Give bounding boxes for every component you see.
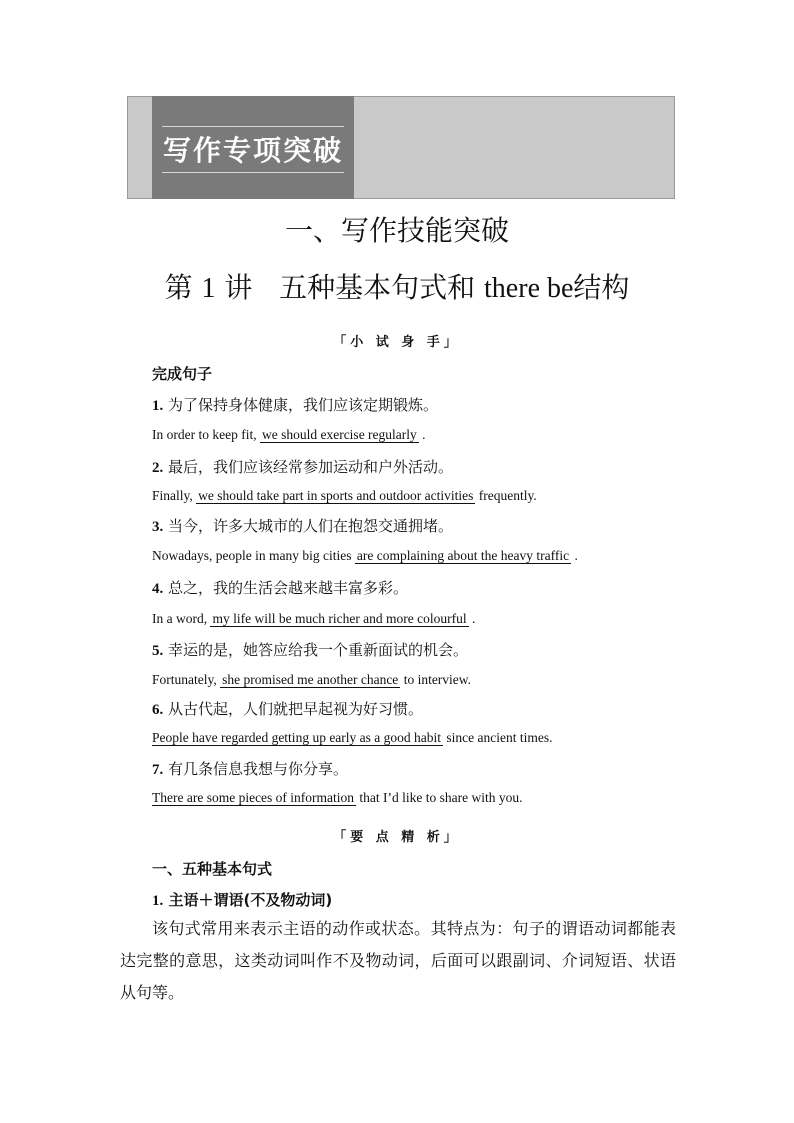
question-6 [152, 698, 423, 719]
explanation-paragraph: 该句式常用来表示主语的动作或状态。其特点为：句子的谓语动词都能表达完整的意思，这类动词叫作不及物动词，后面可以跟副词、介词短语、状语从句等。 [120, 919, 676, 1002]
section-header-practice: 「小 试 身 手」 [333, 335, 461, 350]
page-title: 一、写作技能突破 [284, 214, 509, 247]
lecture-title [0, 266, 794, 306]
lecture-prefix: 第 [164, 271, 193, 304]
answer-blank: People have regarded getting up early as a good habit [152, 730, 442, 745]
question-text: 最后，我们应该经常参加运动和户外活动。 [168, 458, 454, 476]
banner-rule-top [162, 126, 344, 127]
answer-prefix: Finally, [152, 488, 193, 503]
answer-suffix: . [574, 548, 578, 563]
subsection-heading: 一、五种基本句式 [152, 860, 273, 878]
lecture-title-en: there be [484, 273, 574, 304]
question-number: 7. [152, 762, 164, 778]
lecture-number: 1 [201, 273, 216, 304]
answer-blank: my life will be much richer and more colourful [212, 611, 467, 626]
answer-suffix: frequently. [478, 488, 537, 503]
answer-blank: There are some pieces of information [152, 790, 355, 805]
question-3 [152, 515, 453, 536]
question-2 [152, 456, 453, 477]
sub-heading-number: 1. [152, 893, 164, 909]
answer-suffix: . [472, 611, 476, 626]
sub-heading-text: 主语＋谓语(不及物动词) [168, 891, 333, 909]
answer-blank: are complaining about the heavy traffic [356, 548, 570, 563]
banner-title-block [152, 96, 354, 199]
lecture-suffix: 讲 [224, 271, 253, 304]
sub-heading-1 [152, 889, 332, 910]
banner-rule-bottom [162, 172, 344, 173]
answer-suffix: . [422, 427, 426, 442]
question-number: 4. [152, 581, 164, 597]
answer-1 [152, 427, 426, 443]
question-4 [152, 577, 408, 598]
question-number: 2. [152, 460, 164, 476]
answer-7 [152, 790, 523, 806]
question-text: 当今，许多大城市的人们在抱怨交通拥堵。 [168, 517, 454, 535]
question-text: 从古代起，人们就把早起视为好习惯。 [168, 700, 424, 718]
banner-title: 写作专项突破 [162, 134, 343, 167]
question-number: 1. [152, 398, 164, 414]
answer-blank: we should take part in sports and outdoor activities [198, 488, 474, 503]
question-5 [152, 639, 468, 660]
exercise-label: 完成句子 [152, 365, 213, 383]
question-text: 幸运的是，她答应给我一个重新面试的机会。 [168, 641, 469, 659]
question-1 [152, 394, 438, 415]
section-header-key-points: 「要 点 精 析」 [333, 830, 461, 845]
answer-6 [152, 730, 553, 746]
answer-3 [152, 548, 578, 564]
section-banner [127, 96, 675, 199]
answer-prefix: Fortunately, [152, 672, 217, 687]
question-number: 5. [152, 643, 164, 659]
answer-suffix: that I’d like to share with you. [359, 790, 523, 805]
answer-prefix: In order to keep fit, [152, 427, 257, 442]
lecture-title-end: 结构 [573, 271, 630, 304]
answer-2 [152, 488, 537, 504]
answer-4 [152, 611, 475, 627]
answer-5 [152, 672, 471, 688]
answer-prefix: Nowadays, people in many big cities [152, 548, 352, 563]
question-7 [152, 758, 348, 779]
answer-blank: she promised me another chance [222, 672, 399, 687]
question-text: 总之，我的生活会越来越丰富多彩。 [168, 579, 409, 597]
answer-suffix: since ancient times. [446, 730, 553, 745]
answer-blank: we should exercise regularly [261, 427, 417, 442]
question-number: 6. [152, 702, 164, 718]
answer-suffix: to interview. [403, 672, 472, 687]
question-text: 有几条信息我想与你分享。 [168, 760, 349, 778]
question-text: 为了保持身体健康，我们应该定期锻炼。 [168, 396, 439, 414]
lecture-title-cn: 五种基本句式和 [279, 271, 476, 304]
question-number: 3. [152, 519, 164, 535]
answer-prefix: In a word, [152, 611, 208, 626]
